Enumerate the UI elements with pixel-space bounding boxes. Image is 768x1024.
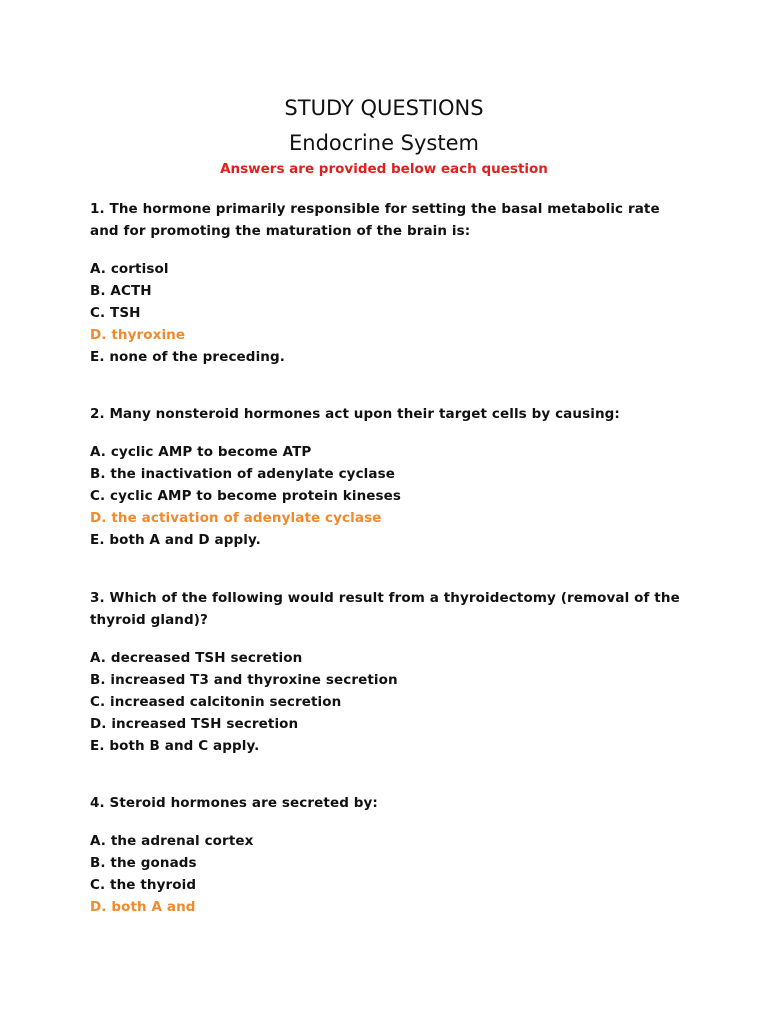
option-e: E. both B and C apply.: [90, 738, 260, 754]
option-b: B. the inactivation of adenylate cyclase: [90, 466, 396, 482]
question-2: [90, 403, 680, 551]
option-c: C. increased calcitonin secretion: [90, 694, 342, 710]
option-e: E. both A and D apply.: [90, 532, 261, 548]
option-b: B. ACTH: [90, 283, 152, 299]
question-4: [90, 792, 680, 918]
option-a: A. the adrenal cortex: [90, 833, 254, 849]
option-a: A. decreased TSH secretion: [90, 650, 303, 666]
question-1: [90, 198, 680, 368]
answers-note: Answers are provided below each question: [220, 161, 548, 177]
option-d-answer: D. the activation of adenylate cyclase: [90, 510, 382, 526]
question-stem: 1. The hormone primarily responsible for setting the basal metabolic rate and for promoting the maturation of the brain is:: [90, 201, 660, 239]
option-d-answer: D. both A and: [90, 899, 196, 915]
question-stem: 4. Steroid hormones are secreted by:: [90, 795, 378, 811]
option-e: E. none of the preceding.: [90, 349, 286, 365]
option-b: B. increased T3 and thyroxine secretion: [90, 672, 398, 688]
option-c: C. cyclic AMP to become protein kineses: [90, 488, 402, 504]
option-c: C. the thyroid: [90, 877, 197, 893]
option-d: D. increased TSH secretion: [90, 716, 299, 732]
question-3: [90, 587, 680, 757]
question-stem: 3. Which of the following would result from a thyroidectomy (removal of the thyroid gland)?: [90, 590, 680, 628]
option-a: A. cortisol: [90, 261, 169, 277]
option-c: C. TSH: [90, 305, 141, 321]
question-stem: 2. Many nonsteroid hormones act upon their target cells by causing:: [90, 406, 620, 422]
option-b: B. the gonads: [90, 855, 197, 871]
option-a: A. cyclic AMP to become ATP: [90, 444, 312, 460]
option-d-answer: D. thyroxine: [90, 327, 186, 343]
page-title: STUDY QUESTIONS: [284, 96, 484, 120]
page-subject: Endocrine System: [289, 131, 479, 155]
